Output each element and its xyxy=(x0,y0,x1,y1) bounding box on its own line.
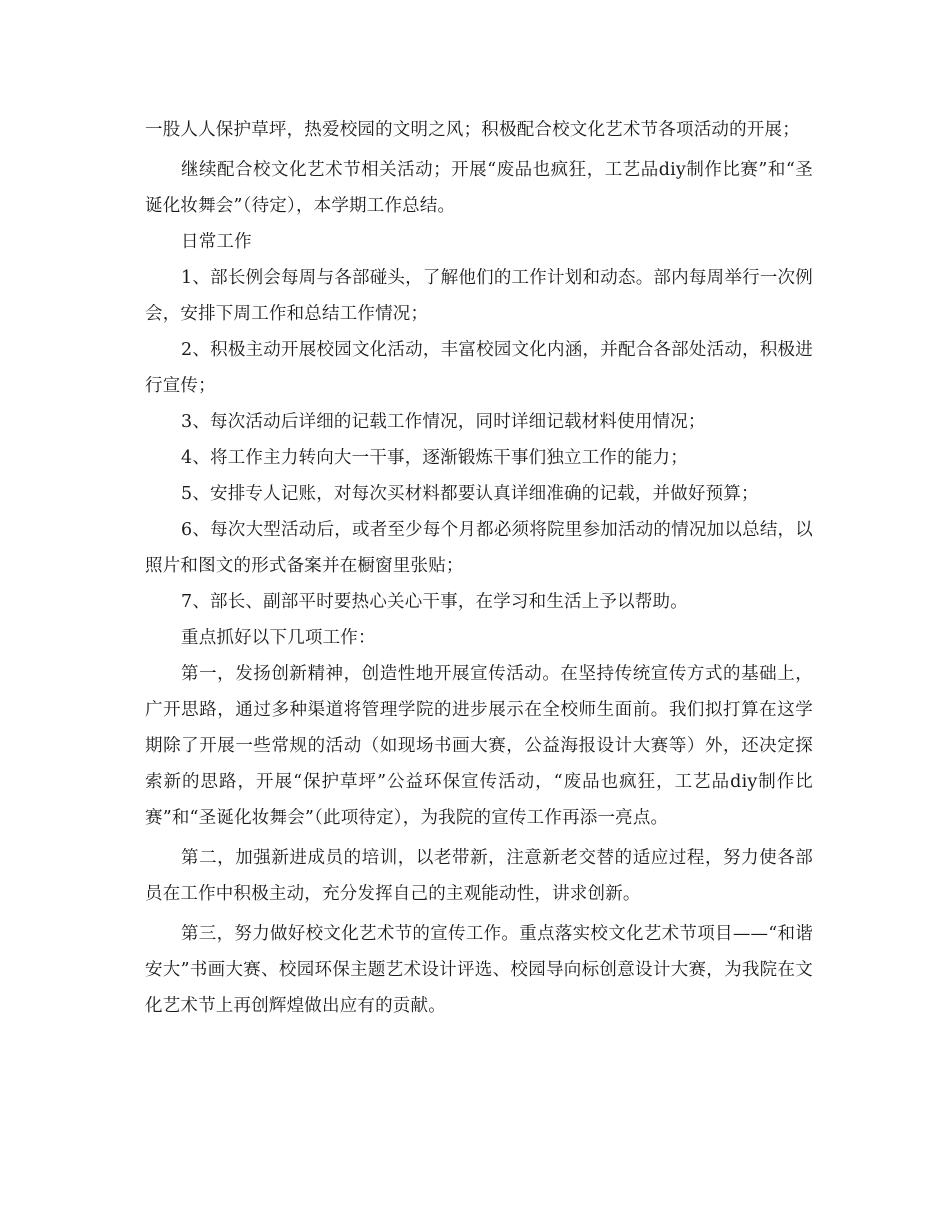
paragraph-third: 第三，努力做好校文化艺术节的宣传工作。重点落实校文化艺术节项目——“和谐安大”书画大赛、校园环保主题艺术设计评选、校园导向标创意设计大赛，为我院在文化艺术节上再创辉煌做出应有的贡献。 xyxy=(145,924,813,1016)
list-item-1: 1、部长例会每周与各部碰头，了解他们的工作计划和动态。部内每周举行一次例会，安排下周工作和总结工作情况； xyxy=(145,268,813,324)
section-heading-key-work: 重点抓好以下几项工作： xyxy=(181,628,376,648)
list-item-5: 5、安排专人记账，对每次买材料都要认真详细准确的记载，并做好预算； xyxy=(181,484,759,504)
paragraph-art-festival-activities: 继续配合校文化艺术节相关活动；开展“废品也疯狂，工艺品diy制作比赛”和“圣诞化妆舞会”（待定），本学期工作总结。 xyxy=(145,160,813,216)
list-item-6: 6、每次大型活动后，或者至少每个月都必须将院里参加活动的情况加以总结，以照片和图文的形式备案并在橱窗里张贴； xyxy=(145,520,813,576)
section-heading-daily-work: 日常工作 xyxy=(181,232,252,252)
paragraph-second: 第二，加强新进成员的培训，以老带新，注意新老交替的适应过程，努力使各部员在工作中积极主动，充分发挥自己的主观能动性，讲求创新。 xyxy=(145,848,813,904)
list-item-3: 3、每次活动后详细的记载工作情况，同时详细记载材料使用情况； xyxy=(181,412,706,432)
list-item-7: 7、部长、副部平时要热心关心干事，在学习和生活上予以帮助。 xyxy=(181,592,688,612)
list-item-4: 4、将工作主力转向大一干事，逐渐锻炼干事们独立工作的能力； xyxy=(181,448,688,468)
paragraph-continuation: 一股人人保护草坪，热爱校园的文明之风；积极配合校文化艺术节各项活动的开展； xyxy=(145,120,800,140)
list-item-2: 2、积极主动开展校园文化活动，丰富校园文化内涵，并配合各部处活动，积极进行宣传； xyxy=(145,340,813,396)
document-page xyxy=(145,112,813,1024)
paragraph-first: 第一，发扬创新精神，创造性地开展宣传活动。在坚持传统宣传方式的基础上，广开思路，通过多种渠道将管理学院的进步展示在全校师生面前。我们拟打算在这学期除了开展一些常规的活动（如现场书画大赛，公益海报设计大赛等）外，还决定探索新的思路，开展“保护草坪”公益环保宣传活动，“废品也疯狂，工艺品diy制作比赛”和“圣诞化妆舞会”（此项待定），为我院的宣传工作再添一亮点。 xyxy=(145,664,813,828)
